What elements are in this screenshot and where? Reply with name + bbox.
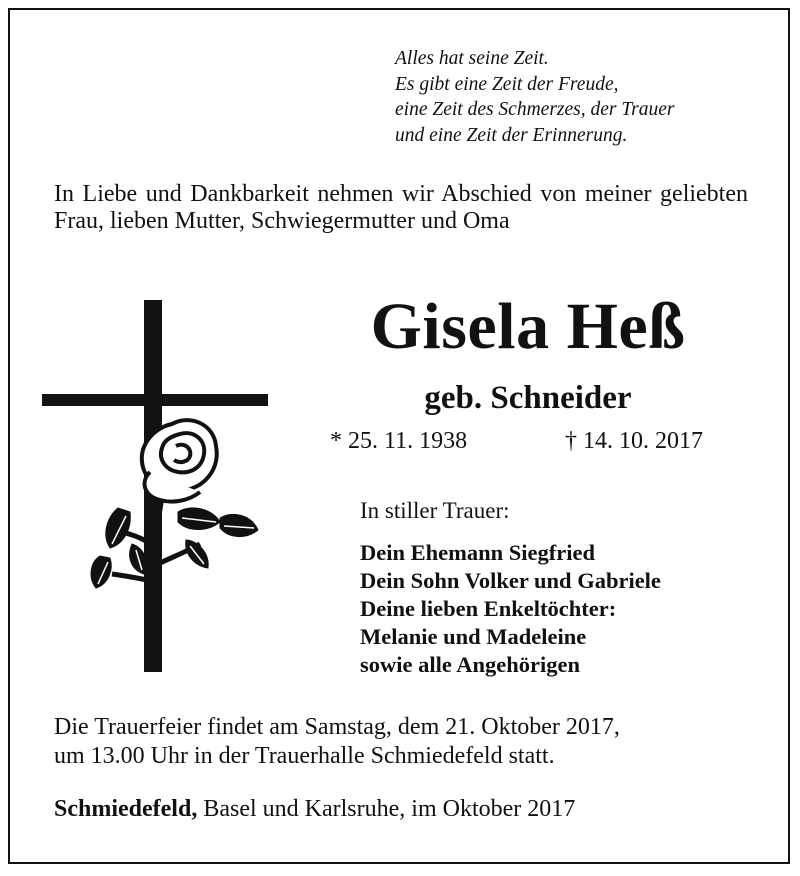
funeral-line: Die Trauerfeier findet am Samstag, dem 21. Oktober 2017, xyxy=(54,714,620,740)
funeral-line: um 13.00 Uhr in der Trauerhalle Schmiedefeld statt. xyxy=(54,743,555,769)
motto-line: Es gibt eine Zeit der Freude, xyxy=(395,73,619,95)
motto-verse xyxy=(395,46,775,148)
mourner-line: Deine lieben Enkeltöchter: xyxy=(360,596,617,621)
signature-line xyxy=(54,794,575,824)
mourners-list xyxy=(360,539,661,679)
mourner-line: sowie alle Angehörigen xyxy=(360,652,580,677)
cross-with-rose-icon xyxy=(40,296,272,678)
signature-rest: Basel und Karlsruhe, im Oktober 2017 xyxy=(197,796,576,822)
deceased-name: Gisela Heß xyxy=(370,290,686,363)
funeral-info xyxy=(54,713,748,771)
intro-text: In Liebe und Dankbarkeit nehmen wir Abschied von meiner geliebten Frau, lieben Mutter, Schwiegermutter und Oma xyxy=(54,181,748,234)
death-date: † 14. 10. 2017 xyxy=(565,428,703,454)
signature-place: Schmiedefeld, xyxy=(54,796,198,822)
mourner-line: Dein Ehemann Siegfried xyxy=(360,540,596,565)
motto-line: Alles hat seine Zeit. xyxy=(395,48,549,69)
maiden-name: geb. Schneider xyxy=(424,380,632,416)
mourning-heading: In stiller Trauer: xyxy=(360,498,510,523)
birth-date: * 25. 11. 1938 xyxy=(330,428,468,454)
mourner-line: Melanie und Madeleine xyxy=(360,624,587,649)
mourner-line: Dein Sohn Volker und Gabriele xyxy=(360,568,661,593)
motto-line: und eine Zeit der Erinnerung. xyxy=(395,124,628,146)
motto-line: eine Zeit des Schmerzes, der Trauer xyxy=(395,99,675,120)
